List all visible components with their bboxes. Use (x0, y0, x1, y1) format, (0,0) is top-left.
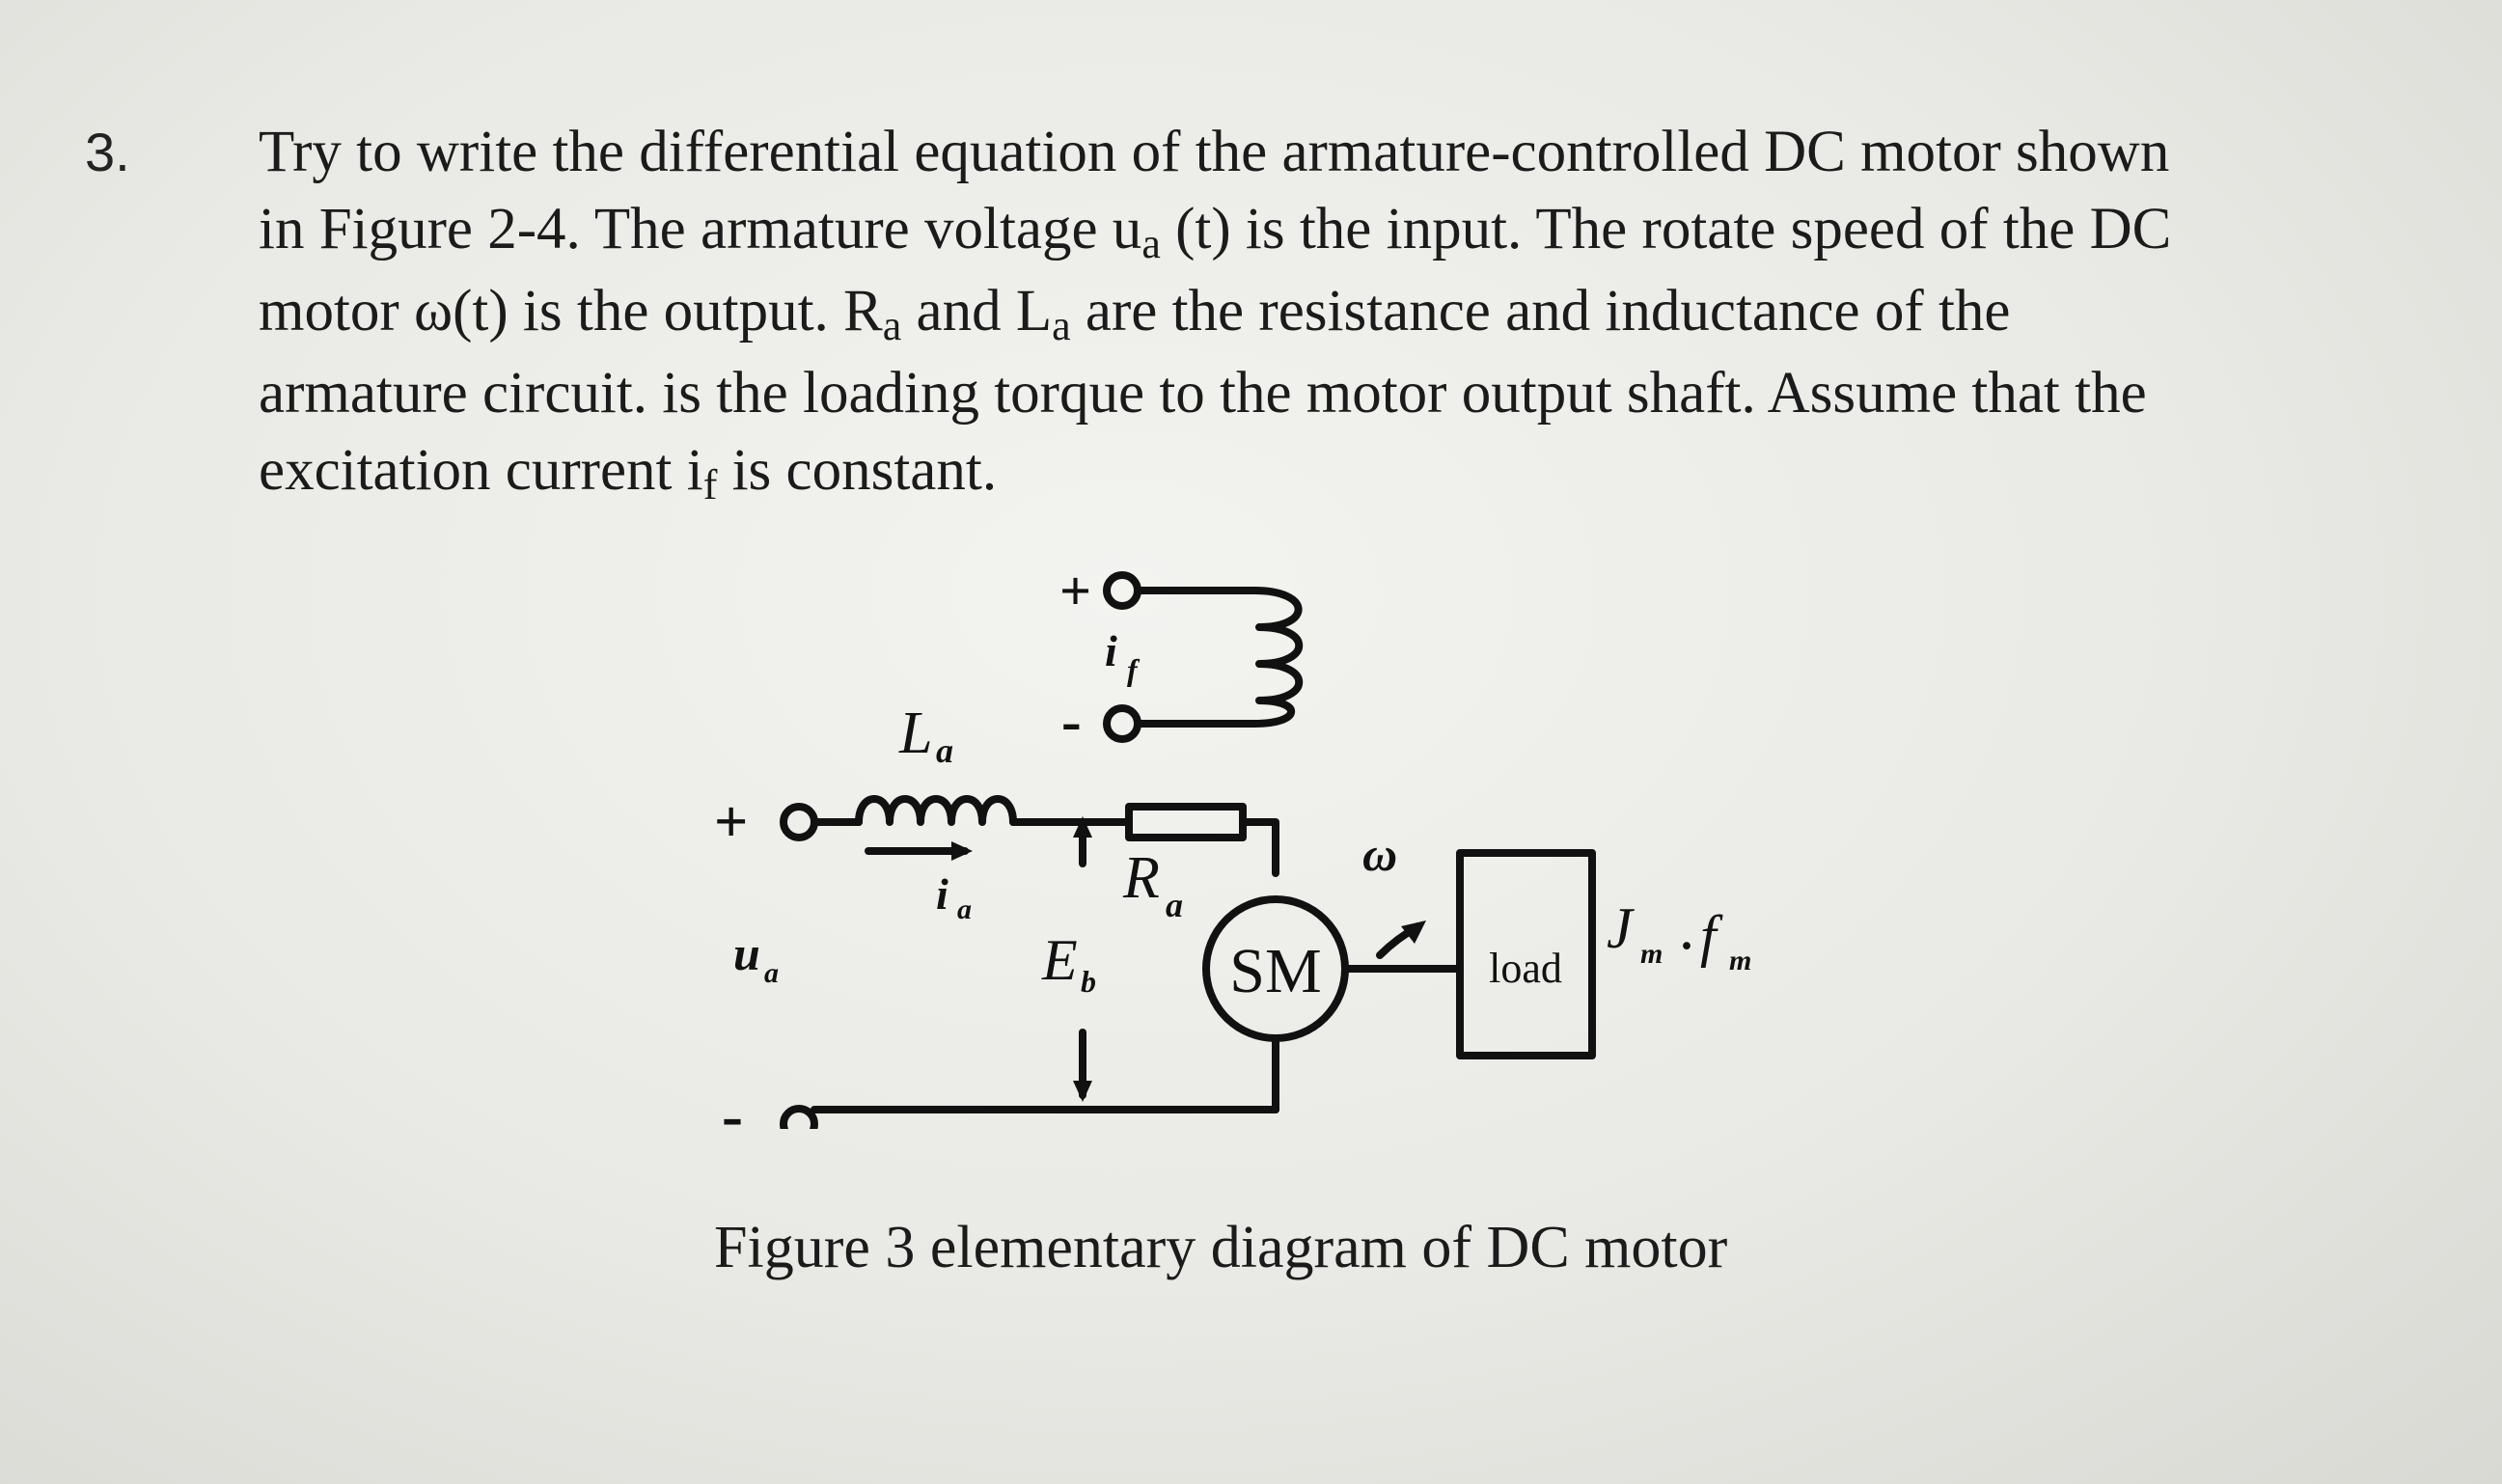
text-segment: Try to write the differential equation of the armature-controlled DC motor shown (259, 120, 2170, 184)
text-line-2 (259, 191, 2391, 273)
field-current-sub: f (1127, 652, 1138, 687)
armature-current-sub: a (957, 893, 972, 925)
field-plus-label: + (1059, 560, 1092, 622)
field-minus-terminal (1107, 708, 1138, 739)
wire-resistor-to-motor (1243, 822, 1276, 873)
subscript: a (882, 302, 902, 349)
motor-label: SM (1229, 936, 1322, 1006)
text-segment: and L (901, 279, 1053, 344)
text-line-5 (259, 432, 2391, 514)
field-minus-label: - (1061, 689, 1082, 755)
dc-motor-circuit-diagram (675, 531, 1833, 1129)
current-arrow-head (951, 841, 973, 861)
armature-plus-label: + (714, 789, 749, 855)
armature-inductor (859, 799, 1013, 822)
text-segment: are the resistance and inductance of the (1070, 279, 2011, 344)
field-current-label: i (1105, 626, 1117, 675)
inductor-label: L (899, 701, 933, 766)
text-segment: in Figure 2-4. The armature voltage u (259, 197, 1142, 261)
back-emf-label-sub: b (1081, 964, 1096, 999)
subscript: a (1052, 302, 1071, 349)
resistor-label-sub: a (1166, 886, 1183, 924)
armature-minus-terminal (784, 1109, 814, 1129)
text-line-3 (259, 273, 2391, 355)
field-coil (1254, 591, 1299, 724)
armature-voltage-label: u (733, 926, 760, 980)
text-line-4 (259, 355, 2391, 432)
resistor-label: R (1123, 845, 1160, 911)
friction-label-sub: m (1729, 945, 1752, 976)
armature-plus-terminal (784, 807, 814, 838)
question-text (259, 114, 2391, 514)
separator-label: · (1679, 921, 1695, 972)
subscript: a (1141, 220, 1161, 267)
inductor-label-sub: a (936, 731, 953, 770)
text-segment: motor ω(t) is the output. R (259, 279, 883, 344)
inertia-label-sub: m (1640, 938, 1663, 970)
armature-minus-label: - (722, 1081, 743, 1129)
text-line-1 (259, 114, 2391, 191)
armature-voltage-sub: a (764, 957, 779, 989)
text-segment: is constant. (717, 438, 998, 503)
text-segment: (t) is the input. The rotate speed of the DC (1160, 197, 2172, 261)
field-plus-terminal (1107, 575, 1138, 606)
back-emf-label: E (1042, 928, 1078, 992)
armature-resistor (1129, 807, 1243, 838)
question-number: 3. (85, 122, 130, 182)
omega-label: ω (1362, 827, 1398, 881)
inertia-label: J (1607, 896, 1633, 960)
text-segment: armature circuit. is the loading torque to the motor output shaft. Assume that the (259, 361, 2147, 426)
load-label: load (1489, 945, 1562, 992)
back-emf-arrow-head-bottom (1073, 1081, 1092, 1102)
armature-current-label: i (936, 869, 949, 919)
subscript: f (702, 461, 718, 508)
figure-caption: Figure 3 elementary diagram of DC motor (714, 1215, 1728, 1280)
text-segment: excitation current i (259, 438, 703, 503)
friction-label: f (1700, 904, 1717, 968)
